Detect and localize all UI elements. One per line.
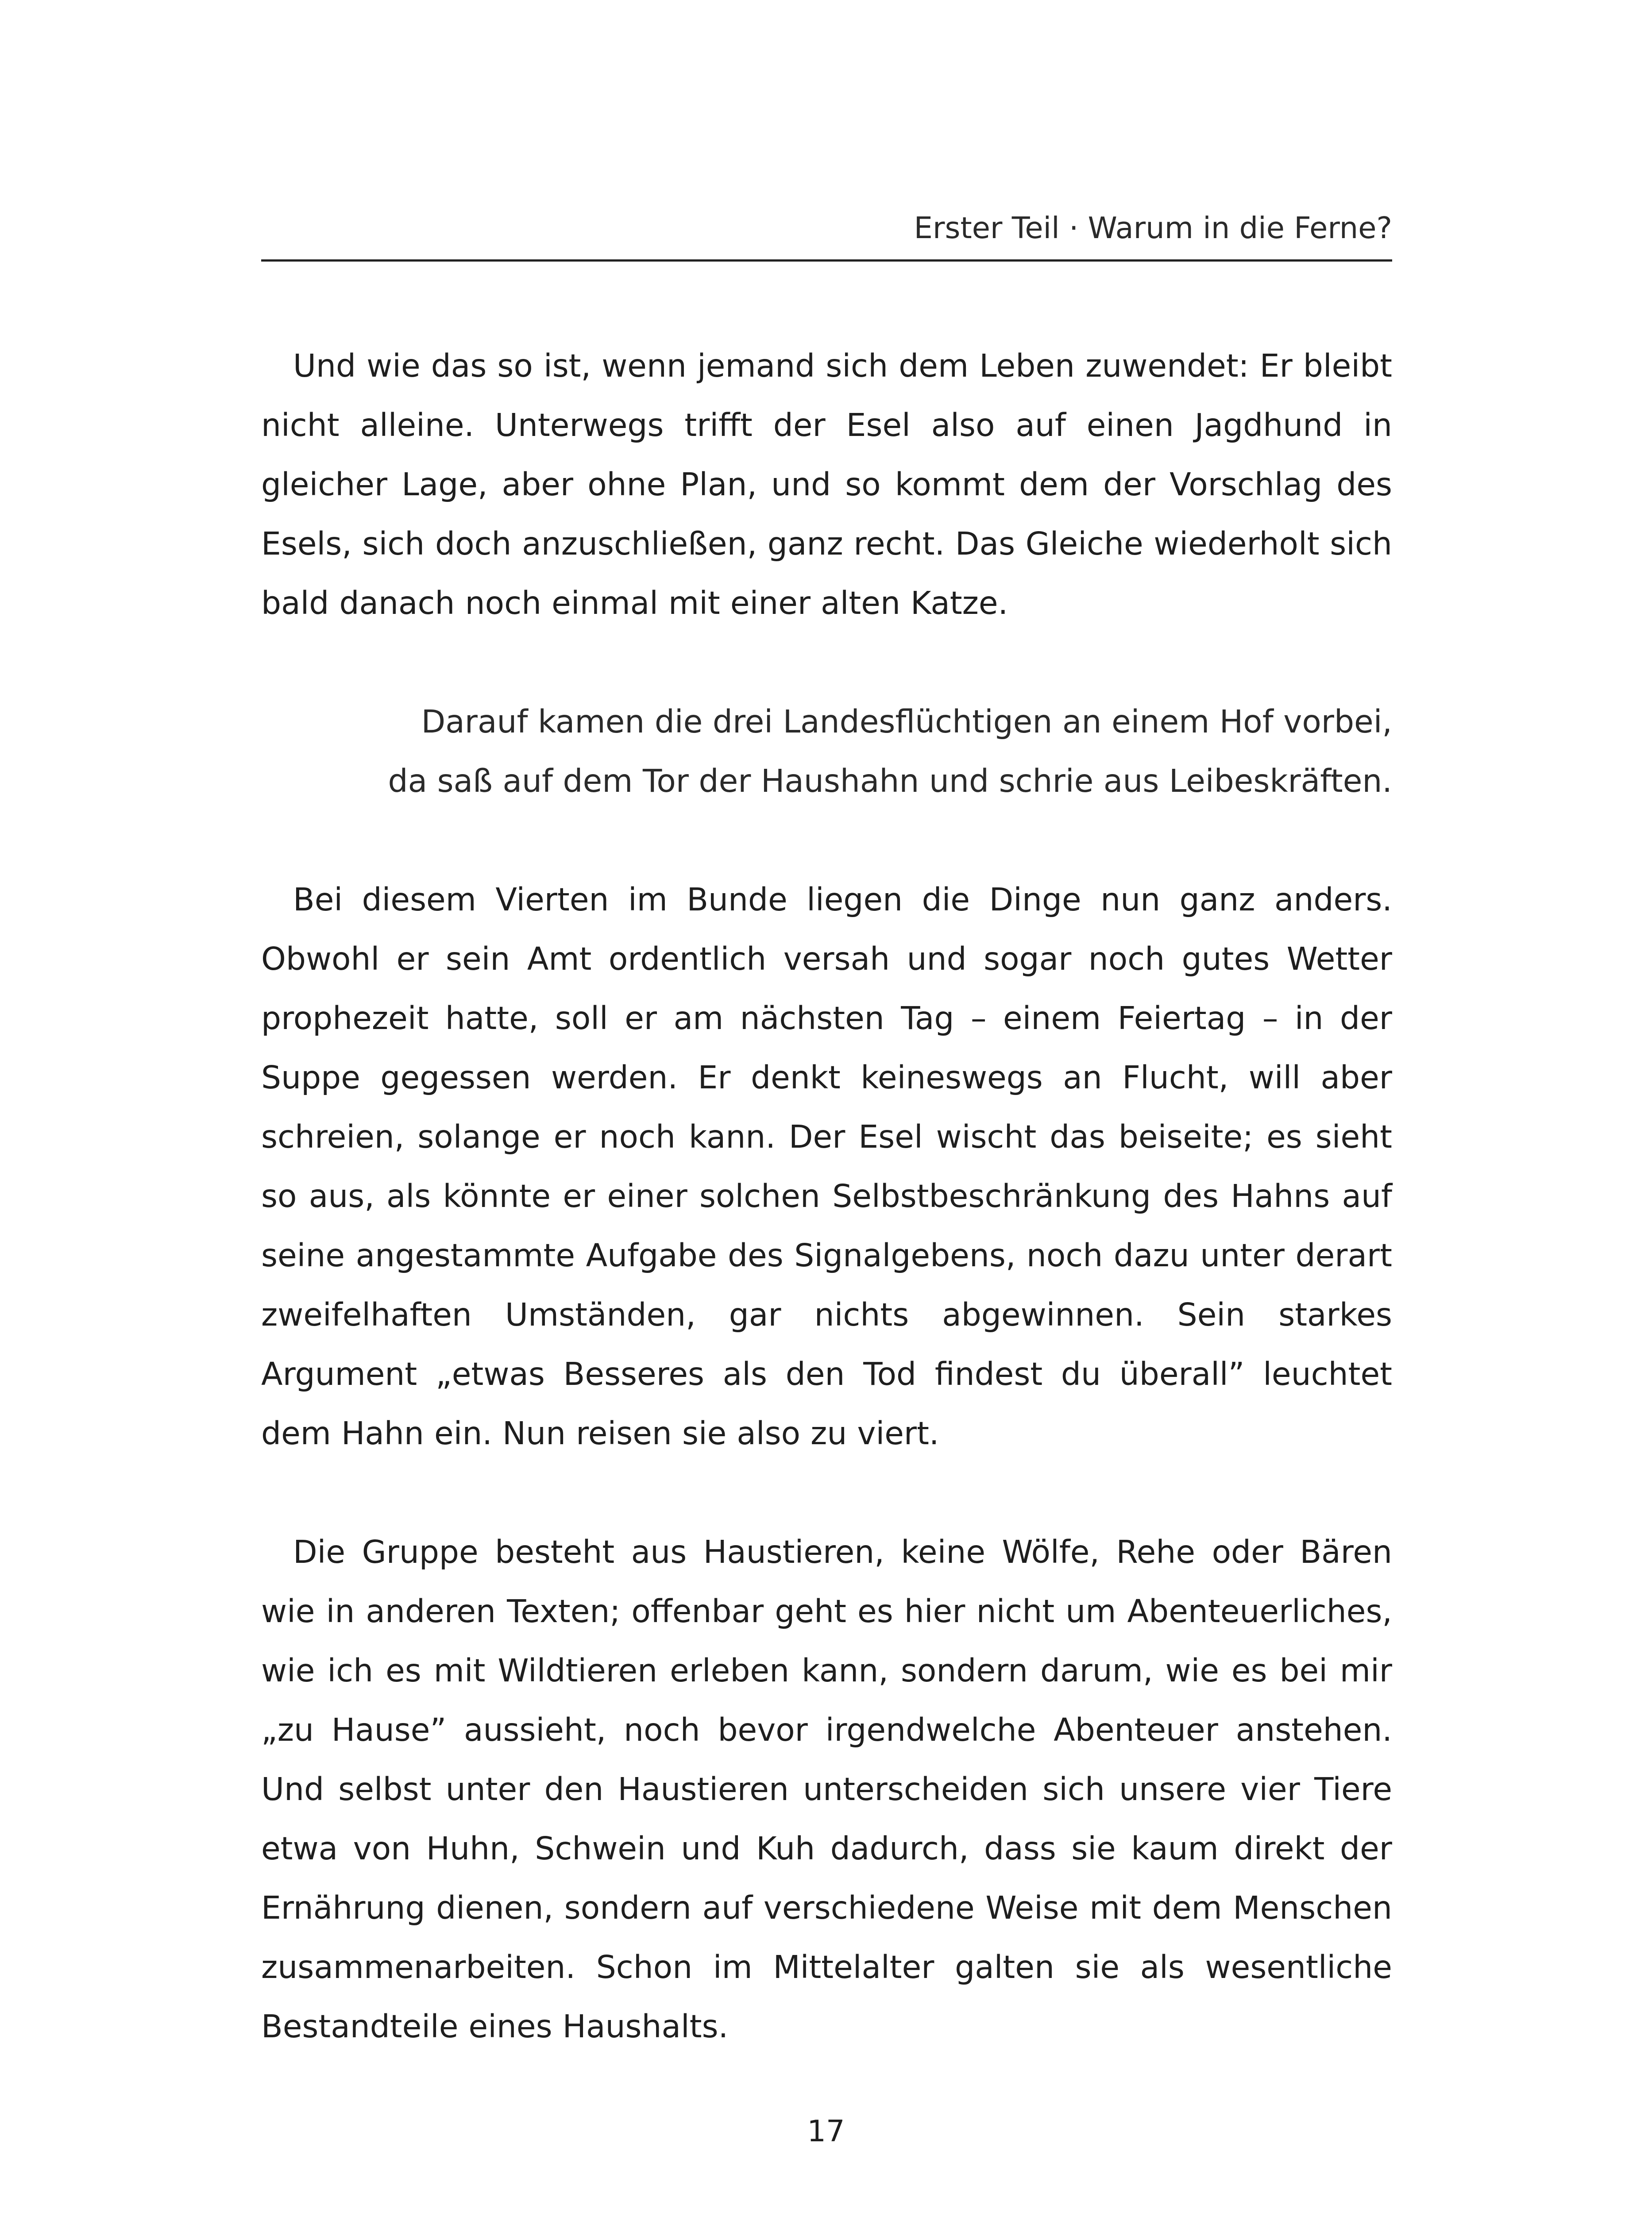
paragraph-3: Die Gruppe besteht aus Haustieren, keine Wölfe, Rehe oder Bären wie in anderen Texten; offenbar geht es hier nicht um Abenteuerliches, wie ich es mit Wildtieren erleben kann, sondern darum, wie es bei mir „zu Hause” aussieht, noch bevor irgendwelche Abenteuer anstehen. Und selbst unter den Haustieren unterscheiden sich unsere vier Tiere etwa von Huhn, Schwein und Kuh dadurch, dass sie kaum direkt der Ernährung dienen, sondern auf verschiedene Weise mit dem Menschen zusammenarbeiten. Schon im Mittelalter galten sie als wesentliche Bestandteile eines Haushalts. <box>261 1534 1392 2045</box>
paragraph-2: Bei diesem Vierten im Bunde liegen die Dinge nun ganz anders. Obwohl er sein Amt ordentlich versah und sogar noch gutes Wetter prophezeit hatte, soll er am nächsten Tag – einem Feiertag – in der Suppe gegessen werden. Er denkt keineswegs an Flucht, will aber schreien, solange er noch kann. Der Esel wischt das beiseite; es sieht so aus, als könnte er einer solchen Selbstbeschränkung des Hahns auf seine angestammte Aufgabe des Signalgebens, noch dazu unter derart zweifelhaften Umständen, gar nichts abgewinnen. Sein starkes Argument „etwas Besseres als den Tod findest du überall” leuchtet dem Hahn ein. Nun reisen sie also zu viert. <box>261 881 1392 1452</box>
page-number: 17 <box>807 2114 845 2148</box>
quote-line-1: Darauf kamen die drei Landesflüchtigen an einem Hof vorbei, <box>421 703 1392 740</box>
body-text <box>261 336 1392 2056</box>
header-rule <box>261 259 1392 262</box>
quote-line-2: da saß auf dem Tor der Haushahn und schrie aus Leibeskräften. <box>388 763 1392 799</box>
block-quote <box>261 692 1392 811</box>
paragraph-1: Und wie das so ist, wenn jemand sich dem Leben zuwendet: Er bleibt nicht alleine. Unterwegs trifft der Esel also auf einen Jagdhund in gleicher Lage, aber ohne Plan, und so kommt dem der Vorschlag des Esels, sich doch anzuschließen, ganz recht. Das Gleiche wiederholt sich bald danach noch einmal mit einer alten Katze. <box>261 347 1392 621</box>
running-head: Erster Teil · Warum in die Ferne? <box>914 211 1392 245</box>
